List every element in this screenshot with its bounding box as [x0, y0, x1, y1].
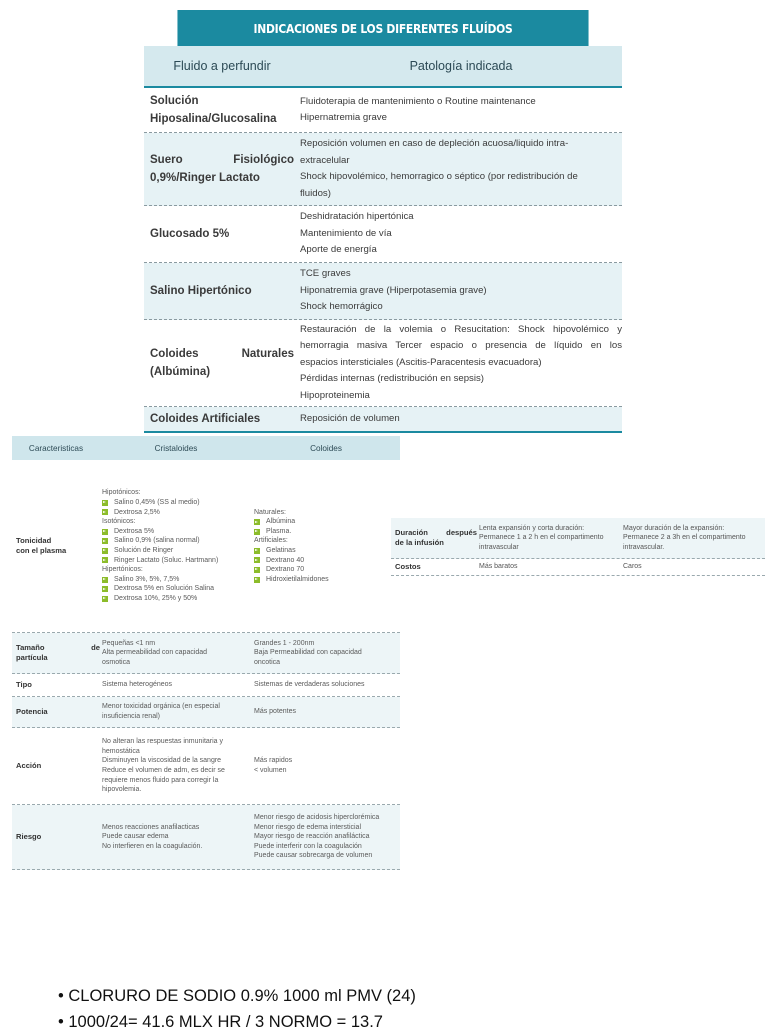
cell-line: Grandes 1 - 200nm: [254, 639, 315, 647]
cell-line: Más rapidos: [254, 757, 293, 765]
indications: [294, 94, 622, 127]
bullet-text: Plasma.: [266, 527, 292, 535]
crystalloid-cell: [100, 823, 252, 852]
cell-line: Más potentes: [254, 708, 297, 716]
calculation-notes: [58, 983, 416, 1035]
group-heading: Hipertónicos:: [102, 566, 143, 574]
row-label: [12, 536, 100, 556]
bullet-text: Gelatinas: [266, 547, 296, 554]
bullet-text: Salino 3%, 5%, 7,5%: [114, 575, 180, 583]
table-row: [12, 674, 400, 697]
fluid-line: Coloides Naturales: [150, 348, 294, 360]
table-row-tonicity: [12, 460, 400, 633]
label-line: Tamaño de: [16, 643, 100, 652]
bullet-item: [254, 565, 400, 575]
cell-line: osmotica: [102, 658, 131, 666]
bullet-marker-icon: [254, 557, 260, 563]
row-label: [12, 680, 100, 690]
colloid-cell: [252, 639, 400, 668]
row-label: [12, 761, 100, 771]
crystalloid-colloid-table: [12, 436, 400, 870]
indication-line: fluidos): [300, 187, 331, 199]
bullet-item: [254, 556, 400, 566]
group-heading: Hipotónicos:: [102, 489, 141, 497]
cell-line: insuficiencia renal): [102, 713, 160, 720]
crystalloid-cell: [477, 524, 621, 553]
bullet-marker-icon: [254, 577, 260, 583]
indication-line: Deshidratación hipertónica: [300, 211, 414, 223]
row-label: [391, 528, 477, 548]
bullet-item: [102, 536, 252, 546]
cell-line: Menor toxicidad orgánica (en especial: [102, 703, 220, 711]
bullet-marker-icon: [102, 557, 108, 563]
crystalloid-cell: [100, 702, 252, 721]
indication-line: Shock hipovolémico, hemorragico o séptico (por redistribución de: [300, 171, 578, 182]
cell-line: Puede causar edema: [102, 833, 169, 841]
cell-line: No alteran las respuestas inmunitaria y: [102, 738, 224, 746]
bullet-item: [254, 546, 400, 556]
bullet-item: • 1000/24= 41.6 MLX HR / 3 NORMO = 13.7: [58, 1013, 383, 1031]
indication-line: TCE graves: [300, 268, 351, 280]
table-row: [12, 697, 400, 728]
colloid-cell: [621, 562, 765, 572]
table-row: [144, 320, 622, 407]
indication-line: Reposición volumen en caso de depleción acuosa/liquido intra-: [300, 138, 569, 149]
indication-line: Fluidoterapia de mantenimiento o Routine maintenance: [300, 95, 536, 107]
bullet-marker-icon: [102, 596, 108, 602]
cell-line: Sistema heterogéneos: [102, 681, 173, 689]
header-colloids: Coloides: [310, 443, 342, 453]
table-header: [12, 436, 400, 460]
indication-line: Hipoproteinemia: [300, 389, 370, 401]
fluid-name: Salino Hipertónico: [150, 285, 252, 297]
label-line: Acción: [16, 761, 42, 770]
row-label: [391, 562, 477, 572]
fluid-line: Solución: [150, 95, 199, 107]
colloid-list: [252, 508, 400, 585]
indication-line: Hipernatremia grave: [300, 112, 387, 123]
bullet-marker-icon: [102, 577, 108, 583]
indication-line: espacios intersticiales (Ascitis-Paracentesis evacuadora): [300, 356, 542, 368]
fluid-indications-table: [144, 10, 622, 433]
row-label: [12, 643, 100, 663]
cell-line: Menos reacciones anafilacticas: [102, 823, 200, 831]
table-row: [144, 133, 622, 206]
cell-line: hemostática: [102, 747, 140, 755]
bullet-marker-icon: [102, 548, 108, 554]
bullet-text: CLORURO DE SODIO 0.9% 1000 ml PMV (24): [68, 987, 416, 1005]
bullet-text: Dextrano 40: [266, 556, 305, 564]
bullet-marker-icon: [102, 509, 108, 515]
header-crystalloids: Cristaloides: [154, 443, 198, 453]
cell-line: Permanece 2 a 3h en el compartimento: [623, 534, 746, 542]
indication-line: Shock hemorrágico: [300, 301, 383, 313]
bullet-marker-icon: [254, 529, 260, 535]
bullet-text: Solución de Ringer: [114, 547, 174, 554]
bullet-item: [102, 546, 252, 556]
cell-line: < volumen: [254, 767, 287, 774]
table-row: [12, 728, 400, 805]
bullet-item: [254, 517, 400, 527]
cell-line: Permanece 1 a 2 h en el compartimento: [479, 534, 604, 542]
colloid-cell: [252, 756, 400, 775]
cell-line: Puede causar sobrecarga de volumen: [254, 852, 373, 860]
table-header: [144, 46, 622, 88]
indication-line: hemorragia masiva Tercer espacio o presencia de líquido en los: [300, 340, 622, 352]
bullet-text: Salino 0,9% (salina normal): [114, 537, 200, 545]
cell-line: Menor riesgo de acidosis hiperclorémica: [254, 814, 380, 822]
bullet-marker-icon: [102, 586, 108, 592]
fluid-name: Glucosado 5%: [150, 228, 230, 240]
bullet-text: Dextrosa 2,5%: [114, 508, 160, 516]
bullet-item: [102, 527, 252, 537]
table-row: [12, 633, 400, 674]
crystalloid-cell: [100, 639, 252, 668]
label-line: Tonicidad: [16, 536, 52, 545]
label-line: Tipo: [16, 680, 32, 689]
bullet-marker-icon: [102, 538, 108, 544]
colloid-cell: [621, 524, 765, 553]
crystalloid-list: [100, 488, 252, 603]
cell-line: Lenta expansión y corta duración:: [479, 524, 585, 532]
fluid-line: Hiposalina/Glucosalina: [150, 113, 277, 125]
bullet-text: Dextrosa 10%, 25% y 50%: [114, 594, 198, 602]
indications: [294, 322, 622, 405]
crystalloid-cell: [477, 562, 621, 572]
label-line: Potencia: [16, 707, 48, 716]
label-line: Duración después: [395, 528, 477, 537]
fluid-name: [144, 92, 294, 128]
cell-line: oncotica: [254, 658, 281, 666]
cell-line: intravascular.: [623, 543, 665, 551]
fluid-line: (Albúmina): [150, 366, 211, 378]
cell-line: Pequeñas <1 nm: [102, 639, 156, 647]
row-label: [12, 832, 100, 842]
group-heading: Artificiales:: [254, 537, 288, 545]
cell-line: Menor riesgo de edema intersticial: [254, 823, 361, 831]
label-line: Riesgo: [16, 832, 42, 841]
table-banner: INDICACIONES DE LOS DIFERENTES FLUÍDOS: [177, 10, 588, 46]
bullet-item: [102, 594, 252, 604]
duration-cost-table: [391, 518, 765, 576]
bullet-text: Dextrosa 5%: [114, 527, 155, 535]
bullet-marker-icon: [102, 529, 108, 535]
label-line: Costos: [395, 562, 421, 571]
bullet-item: • CLORURO DE SODIO 0.9% 1000 ml PMV (24): [58, 987, 416, 1005]
group-heading: Naturales:: [254, 508, 286, 516]
cell-line: Puede interferir con la coagulación: [254, 842, 362, 850]
fluid-line: Suero Fisiológico: [150, 154, 294, 166]
indications: [294, 209, 622, 259]
colloid-cell: [252, 813, 400, 861]
cell-line: Reduce el volumen de adm, es decir se: [102, 767, 225, 774]
bullet-item: [102, 584, 252, 594]
cell-line: Caros: [623, 563, 642, 571]
fluid-name: Coloides Artificiales: [150, 413, 261, 425]
indication-line: extracelular: [300, 154, 350, 166]
table-row: [144, 206, 622, 263]
row-label: [12, 707, 100, 717]
group-heading: Isotónicos:: [102, 518, 136, 526]
table-row: [144, 263, 622, 320]
indication-line: Restauración de la volemia o Resucitation: Shock hipovolémico y: [300, 323, 622, 335]
bullet-text: 1000/24= 41.6 MLX HR / 3 NORMO = 13.7: [68, 1013, 383, 1031]
fluid-name: [144, 151, 294, 187]
table-row: [144, 407, 622, 433]
cell-line: Sistemas de verdaderas soluciones: [254, 681, 365, 689]
bullet-text: Dextrosa 5% en Solución Salina: [114, 585, 215, 593]
fluid-name: [144, 345, 294, 381]
bullet-item: [254, 575, 400, 585]
bullet-item: [102, 508, 252, 518]
indication-line: Pérdidas internas (redistribución en sepsis): [300, 373, 484, 385]
label-line: con el plasma: [16, 546, 67, 555]
cell-line: Más baratos: [479, 563, 518, 571]
cell-line: Baja Permeabilidad con capacidad: [254, 649, 362, 657]
table-row: [391, 559, 765, 576]
bullet-marker-icon: [102, 500, 108, 506]
table-row: [144, 88, 622, 133]
bullet-marker-icon: [254, 548, 260, 554]
cell-line: Mayor duración de la expansión:: [623, 524, 725, 532]
indication-line: Aporte de energía: [300, 244, 377, 256]
bullet-text: Dextrano 70: [266, 566, 305, 574]
bullet-text: Albúmina: [266, 518, 296, 526]
bullet-item: [102, 556, 252, 566]
cell-line: intravascular: [479, 543, 519, 551]
cell-line: Disminuyen la viscosidad de la sangre: [102, 757, 222, 765]
crystalloid-cell: [100, 680, 252, 690]
crystalloid-cell: [100, 737, 252, 795]
indication-line: Mantenimiento de vía: [300, 227, 392, 239]
header-characteristics: Caracteristicas: [28, 443, 84, 453]
bullet-text: Salino 0,45% (SS al medio): [114, 499, 200, 507]
indications: Reposición de volumen: [300, 412, 400, 424]
bullet-item: [254, 527, 400, 537]
bullet-text: Ringer Lactato (Soluc. Hartmann): [114, 556, 219, 564]
bullet-marker-icon: [254, 519, 260, 525]
bullet-item: [102, 498, 252, 508]
cell-line: Mayor riesgo de reacción anafiláctica: [254, 833, 370, 841]
cell-line: hipovolemia.: [102, 786, 142, 794]
colloid-cell: [252, 680, 400, 690]
cell-line: Alta permeabilidad con capacidad: [102, 649, 208, 657]
fluid-line: 0,9%/Ringer Lactato: [150, 172, 260, 184]
indications: [294, 266, 622, 316]
colloid-cell: [252, 707, 400, 717]
bullet-item: [102, 575, 252, 585]
label-line: de la infusión: [395, 538, 444, 547]
cell-line: No interfieren en la coagulación.: [102, 842, 203, 850]
indication-line: Hiponatremia grave (Hiperpotasemia grave): [300, 284, 487, 296]
bullet-text: Hidroxietilalmidones: [266, 575, 329, 583]
bullet-marker-icon: [254, 567, 260, 573]
table-row: [391, 518, 765, 559]
header-fluid: Fluido a perfundir: [173, 59, 271, 73]
cell-line: requiere menos fluido para corregir la: [102, 776, 219, 784]
indications: [294, 136, 622, 202]
table-row: [12, 805, 400, 870]
label-line: partícula: [16, 653, 48, 662]
header-pathology: Patología indicada: [409, 59, 513, 73]
